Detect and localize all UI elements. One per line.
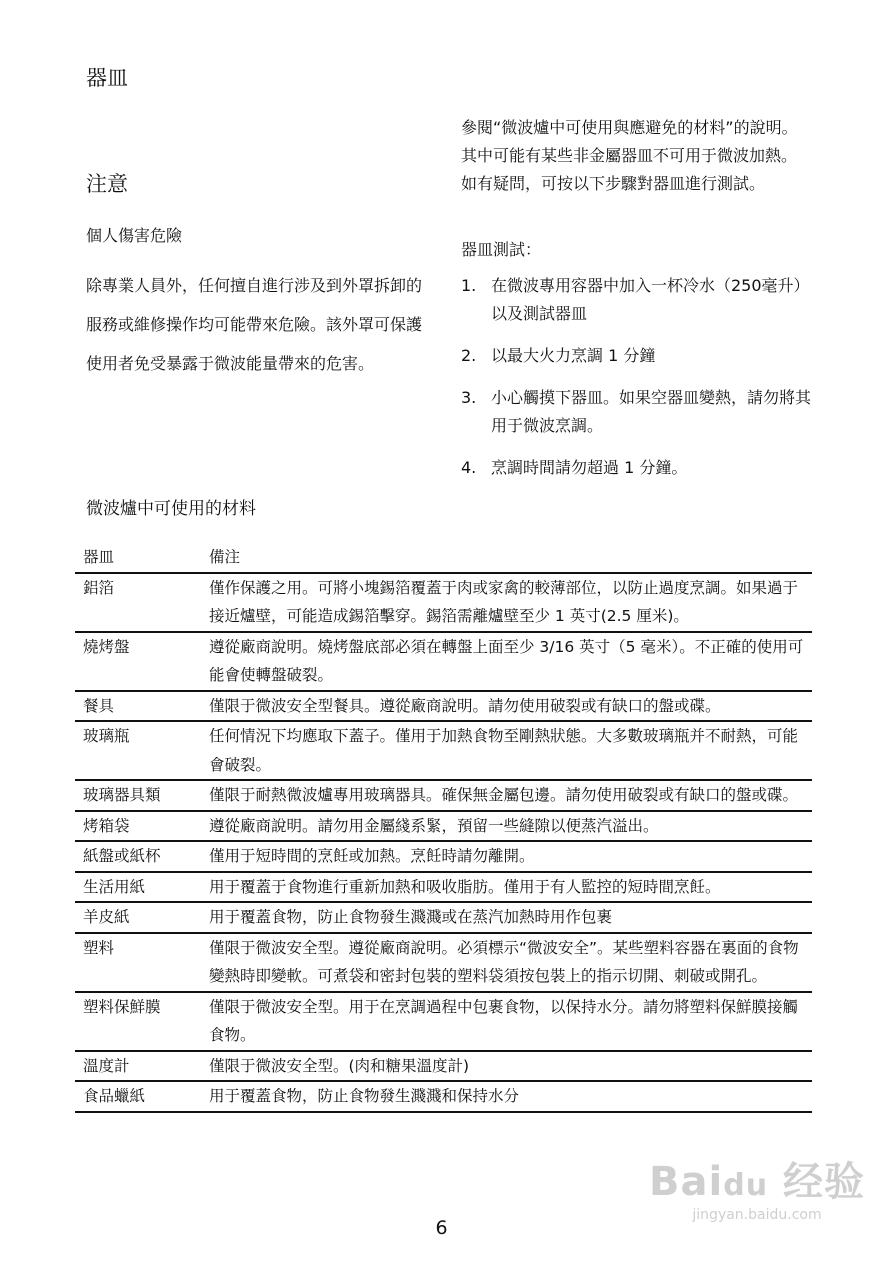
- notes-cell: 用于覆蓋食物，防止食物發生濺濺或在蒸汽加熱時用作包裹: [209, 908, 613, 926]
- table-row: [75, 811, 812, 842]
- reference-text: 參閱“微波爐中可使用與應避免的材料”的說明。其中可能有某些非金屬器皿不可用于微波加熱。如有疑問，可按以下步驟對器皿進行測試。: [461, 118, 798, 193]
- dish-cell: 玻璃瓶: [83, 727, 130, 745]
- dish-cell: 羊皮紙: [83, 908, 130, 926]
- step-number: 3.: [461, 388, 477, 407]
- caution-heading: 注意: [86, 172, 128, 196]
- table-row: [75, 573, 812, 632]
- caution-subheading: 個人傷害危險: [86, 226, 183, 245]
- step-item: [461, 342, 811, 370]
- notes-cell: 遵從廠商說明。燒烤盤底部必須在轉盤上面至少 3/16 英寸（5 毫米）。不正確的使用可能會使轉盤破裂。: [209, 637, 804, 684]
- step-item: [461, 272, 811, 328]
- dish-cell: 玻璃器具類: [83, 786, 161, 804]
- step-item: [461, 384, 811, 440]
- watermark-logo: Baidu 经验 jingyan.baidu.com: [649, 1159, 865, 1223]
- notes-cell: 僅限于耐熱微波爐專用玻璃器具。確保無金屬包邊。請勿使用破裂或有缺口的盤或碟。: [209, 786, 799, 804]
- dish-cell: 塑料: [83, 938, 115, 957]
- dish-cell: 食品蠟紙: [83, 1087, 146, 1105]
- dish-cell: 塑料保鮮膜: [83, 997, 161, 1016]
- notes-cell: 僅限于微波安全型。遵從廠商說明。必須標示“微波安全”。某些塑料容器在裏面的食物變熱時即變軟。可煮袋和密封包裝的塑料袋須按包裝上的指示切開、刺破或開孔。: [209, 938, 799, 985]
- table-row: [75, 1051, 812, 1082]
- table-row: [75, 632, 812, 691]
- step-text: 烹調時間請勿超過 1 分鐘。: [491, 458, 688, 477]
- step-text: 以最大火力烹調 1 分鐘: [491, 346, 656, 365]
- table-row: [75, 780, 812, 811]
- step-number: 1.: [461, 276, 477, 295]
- step-text: 小心觸摸下器皿。如果空器皿變熱，請勿將其用于微波烹調。: [491, 388, 812, 435]
- dish-cell: 燒烤盤: [83, 637, 130, 656]
- section-title: 器皿: [86, 66, 128, 90]
- table-row: [75, 902, 812, 933]
- table-row: [75, 1081, 812, 1112]
- table-row: [75, 933, 812, 992]
- dish-cell: 鋁箔: [83, 578, 115, 597]
- table-header-row: [75, 543, 812, 573]
- materials-table: [75, 543, 812, 1113]
- step-number: 4.: [461, 458, 477, 477]
- notes-cell: 僅限于微波安全型。用于在烹調過程中包裹食物，以保持水分。請勿將塑料保鮮膜接觸食物。: [209, 997, 799, 1044]
- notes-cell: 用于覆蓋食物，防止食物發生濺濺和保持水分: [209, 1087, 520, 1105]
- dish-cell: 烤箱袋: [83, 816, 130, 835]
- table-row: [75, 721, 812, 780]
- table-row: [75, 841, 812, 872]
- step-number: 2.: [461, 346, 477, 365]
- notes-cell: 僅限于微波安全型餐具。遵從廠商說明。請勿使用破裂或有缺口的盤或碟。: [209, 696, 721, 715]
- notes-cell: 遵從廠商說明。請勿用金屬綫系緊，預留一些縫隙以便蒸汽溢出。: [209, 816, 659, 835]
- table-row: [75, 691, 812, 722]
- table-row: [75, 872, 812, 903]
- notes-cell: 任何情況下均應取下蓋子。僅用于加熱食物至剛熱狀態。大多數玻璃瓶并不耐熱，可能會破裂。: [209, 727, 799, 774]
- header-dish: 器皿: [83, 548, 115, 566]
- dish-cell: 溫度計: [83, 1056, 130, 1075]
- page-number: 6: [435, 1217, 448, 1239]
- dish-cell: 紙盤或紙杯: [83, 847, 161, 865]
- step-text: 在微波專用容器中加入一杯冷水（250毫升）以及測試器皿: [491, 276, 810, 323]
- dish-test-title: 器皿測試：: [461, 240, 542, 259]
- dish-test-steps: [461, 272, 811, 496]
- notes-cell: 僅限于微波安全型。(肉和糖果溫度計): [209, 1056, 470, 1075]
- table-row: [75, 992, 812, 1051]
- dish-cell: 餐具: [83, 696, 115, 715]
- step-item: [461, 454, 811, 482]
- notes-cell: 用于覆蓋于食物進行重新加熱和吸收脂肪。僅用于有人監控的短時間烹飪。: [209, 877, 721, 896]
- caution-body: 除專業人員外，任何擅自進行涉及到外罩拆卸的服務或維修操作均可能帶來危險。該外罩可保護使用者免受暴露于微波能量帶來的危害。: [86, 276, 423, 373]
- dish-cell: 生活用紙: [83, 877, 146, 896]
- notes-cell: 僅作保護之用。可將小塊錫箔覆蓋于肉或家禽的較薄部位，以防止過度烹調。如果過于接近爐壁，可能造成錫箔擊穿。錫箔需離爐壁至少 1 英寸(2.5 厘米)。: [209, 578, 799, 625]
- header-notes: 備注: [209, 548, 241, 566]
- materials-title: 微波爐中可使用的材料: [86, 499, 256, 519]
- notes-cell: 僅用于短時間的烹飪或加熱。烹飪時請勿離開。: [209, 847, 535, 865]
